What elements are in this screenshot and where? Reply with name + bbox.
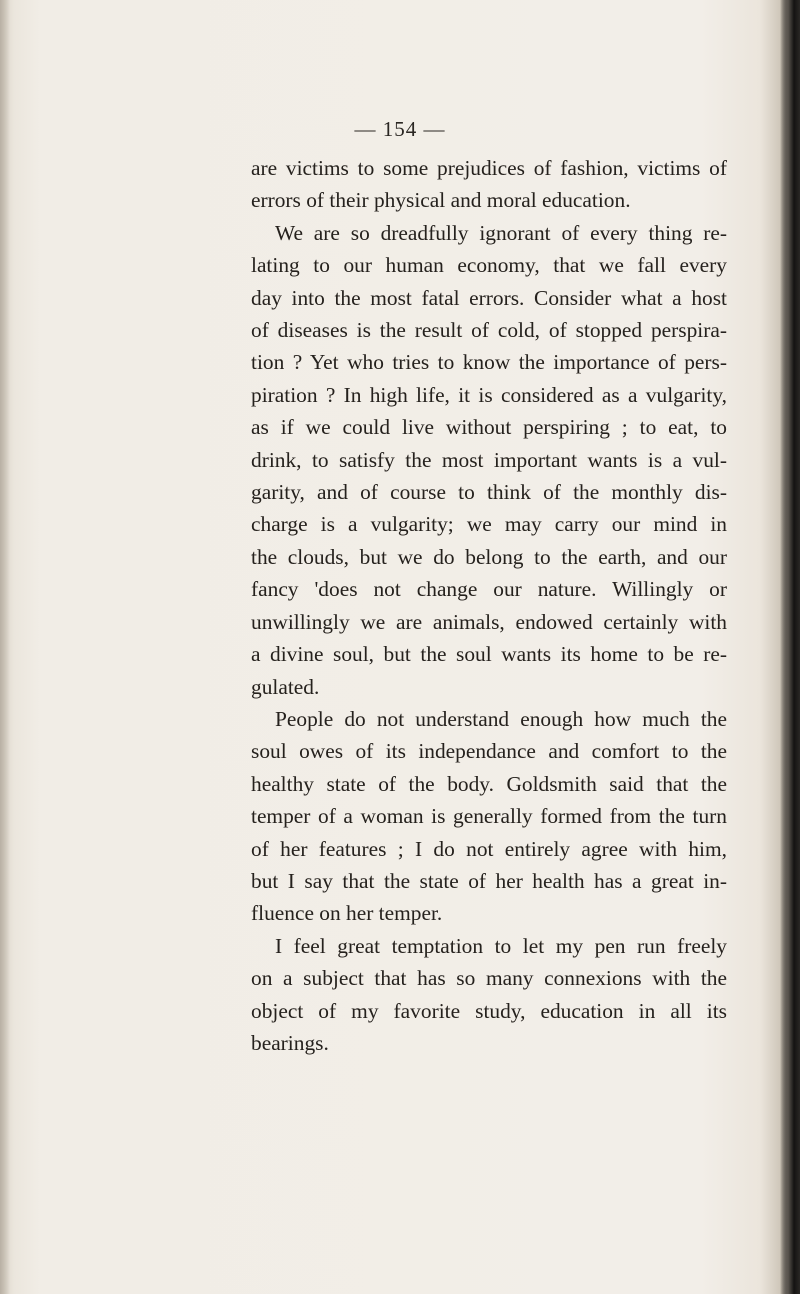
book-binding-edge [780, 0, 800, 1294]
text-line: the clouds, but we do belong to the earth, and our [251, 544, 727, 569]
text-line: charge is a vulgarity; we may carry our mind in [251, 512, 727, 537]
text-line: object of my favorite study, education in all its [251, 998, 727, 1023]
text-line: are victims to some prejudices of fashion, victims of [251, 156, 727, 180]
body-text [251, 152, 727, 1059]
text-line: errors of their physical and moral education. [251, 188, 631, 213]
text-line: We are so dreadfully ignorant of every thing re- [275, 220, 727, 245]
text-line: bearings. [251, 1030, 329, 1055]
text-line: fancy 'does not change our nature. Willingly or [251, 577, 727, 602]
page-edge-shadow [0, 0, 10, 1294]
text-line: piration ? In high life, it is considered as a vulgarity, [251, 382, 727, 407]
text-line: of her features ; I do not entirely agree with him, [251, 836, 727, 861]
text-line: lating to our human economy, that we fall every [251, 253, 727, 278]
page-number: — 154 — [354, 117, 446, 141]
paragraph [251, 152, 727, 217]
text-line: gulated. [251, 674, 320, 699]
text-line: tion ? Yet who tries to know the importance of pers- [251, 350, 727, 375]
text-line: healthy state of the body. Goldsmith said that the [251, 771, 727, 796]
text-line: soul owes of its independance and comfort to the [251, 739, 727, 764]
text-line: garity, and of course to think of the monthly dis- [251, 480, 727, 505]
paragraph [251, 930, 727, 1060]
paragraph [251, 217, 727, 703]
text-line: I feel great temptation to let my pen run freely [275, 933, 727, 958]
text-line: as if we could live without perspiring ; to eat, to [251, 415, 727, 440]
text-line: of diseases is the result of cold, of stopped perspira- [251, 318, 727, 343]
text-line: fluence on her temper. [251, 901, 443, 926]
paragraph [251, 703, 727, 930]
text-line: on a subject that has so many connexions with the [251, 966, 727, 991]
text-line: temper of a woman is generally formed from the turn [251, 804, 727, 829]
text-line: unwillingly we are animals, endowed certainly with [251, 609, 727, 634]
text-line: People do not understand enough how much the [275, 706, 727, 731]
text-line: day into the most fatal errors. Consider what a host [251, 285, 727, 310]
text-line: drink, to satisfy the most important wants is a vul- [251, 447, 727, 472]
text-line: but I say that the state of her health has a great in- [251, 868, 727, 893]
text-line: a divine soul, but the soul wants its home to be re- [251, 642, 727, 667]
